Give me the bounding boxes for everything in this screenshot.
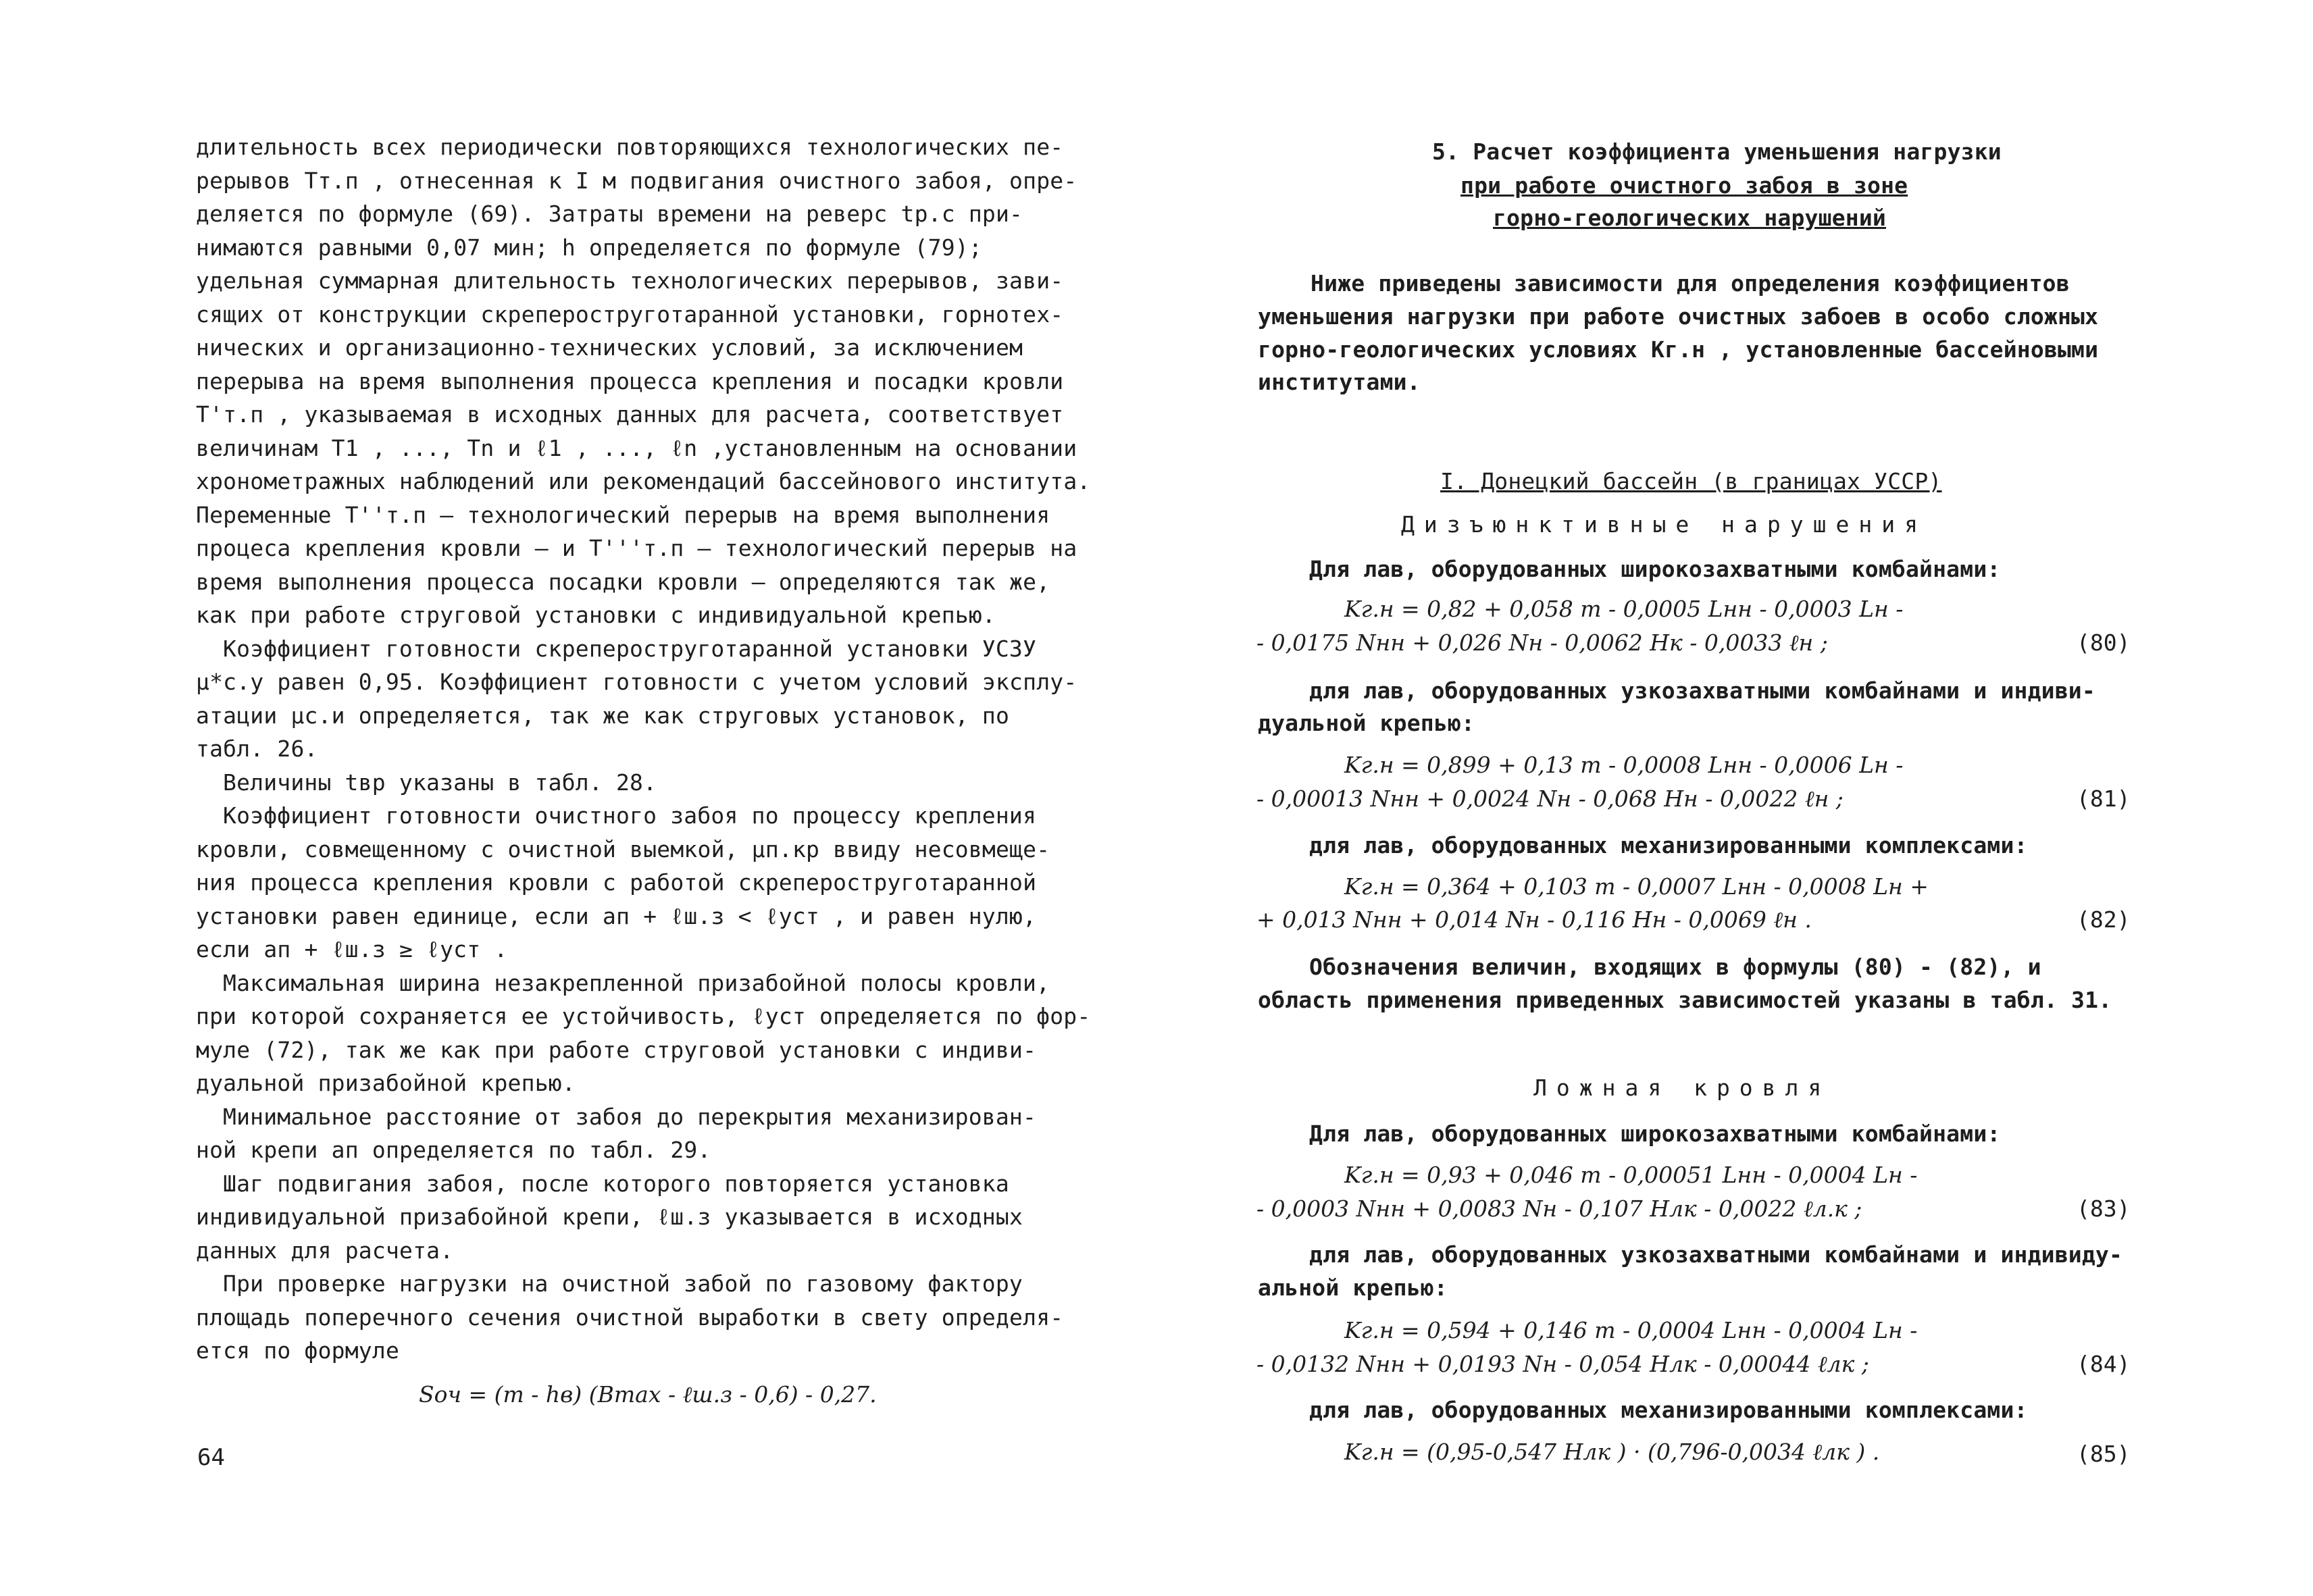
body-text-line: хронометражных наблюдений или рекомендаций бассейнового института. <box>196 468 1091 494</box>
left-page <box>0 0 1156 1596</box>
case-text: дуальной крепью: <box>1258 710 1475 736</box>
body-text-line: рерывов Tт.п , отнесенная к I м подвигания очистного забоя, опре- <box>196 168 1077 194</box>
body-text-line: данных для расчета. <box>196 1237 454 1264</box>
body-text-line: Шаг подвигания забоя, после которого повторяется установка <box>223 1170 1009 1197</box>
case-text: альной крепью: <box>1258 1275 1448 1301</box>
body-text-line: перерыва на время выполнения процесса крепления и посадки кровли <box>196 368 1064 394</box>
section-title: 5. Расчет коэффициента уменьшения нагрузки <box>1432 138 2002 165</box>
body-text-line: как при работе струговой установки с индивидуальной крепью. <box>196 602 996 628</box>
body-text-line: табл. 26. <box>196 736 318 762</box>
body-text-line: время выполнения процесса посадки кровли – определяются так же, <box>196 569 1050 595</box>
body-text-line: сящих от конструкции скрепероструготаранной установки, горнотех- <box>196 301 1064 328</box>
intro-line: Ниже приведены зависимости для определения коэффициентов <box>1311 270 2070 297</box>
body-text-line: величинам T1 , ..., Tn и ℓ1 , ..., ℓn ,установленным на основании <box>196 435 1077 461</box>
formula-81-line2: - 0,00013 Nнн + 0,0024 Nн - 0,068 Hн - 0,0022 ℓн ; <box>1256 786 1844 812</box>
page-number: 64 <box>197 1444 225 1471</box>
body-text-line: процеса крепления кровли – и T'''т.п – технологический перерыв на <box>196 535 1077 561</box>
body-text-line: ной крепи aп определяется по табл. 29. <box>196 1137 711 1163</box>
case-text: для лав, оборудованных узкозахватными комбайнами и индивиду- <box>1309 1241 2123 1268</box>
body-text-line: муле (72), так же как при работе струговой установки с индиви- <box>196 1037 1037 1063</box>
section-title-line3: горно-геологических нарушений <box>1493 205 1886 231</box>
equation-number: (85) <box>2077 1441 2131 1467</box>
body-text-line: Величины tвр указаны в табл. 28. <box>223 769 657 796</box>
subheading-disjunctive: Дизъюнктивные нарушения <box>1401 511 1927 538</box>
intro-line: институтами. <box>1258 369 1421 395</box>
body-text-line: Переменные T''т.п – технологический перерыв на время выполнения <box>196 502 1050 528</box>
body-text-line: кровли, совмещенному с очистной выемкой, μп.кр ввиду несовмеще- <box>196 836 1050 863</box>
intro-line: горно-геологических условиях Kг.н , установленные бассейновыми <box>1258 336 2099 363</box>
body-text-line: ется по формуле <box>196 1337 400 1364</box>
body-text-line: установки равен единице, если aп + ℓш.з < ℓуст , и равен нулю, <box>196 903 1037 929</box>
body-text-line: удельная суммарная длительность технологических перерывов, зави- <box>196 267 1064 294</box>
intro-line: уменьшения нагрузки при работе очистных забоев в особо сложных <box>1258 303 2099 330</box>
body-text-line: ния процесса крепления кровли с работой скрепероструготаранной <box>196 869 1037 896</box>
body-text-line: длительность всех периодически повторяющихся технологических пе- <box>196 134 1064 160</box>
formula-84-line2: - 0,0132 Nнн + 0,0193 Nн - 0,054 Hлк - 0,00044 ℓлк ; <box>1256 1351 1869 1377</box>
case-text: для лав, оборудованных механизированными комплексами: <box>1309 1397 2028 1423</box>
formula-80-line2: - 0,0175 Nнн + 0,026 Nн - 0,0062 Hк - 0,0033 ℓн ; <box>1256 629 1828 656</box>
body-text-line: деляется по формуле (69). Затраты времени на реверс tр.с при- <box>196 201 1023 227</box>
body-text-line: При проверке нагрузки на очистной забой по газовому фактору <box>223 1270 1023 1297</box>
subheading-false-roof: Ложная кровля <box>1533 1075 1831 1101</box>
formula-82-line2: + 0,013 Nнн + 0,014 Nн - 0,116 Hн - 0,0069 ℓн . <box>1256 906 1812 933</box>
body-text-line: Максимальная ширина незакрепленной призабойной полосы кровли, <box>223 970 1050 996</box>
formula-84-line1: Kг.н = 0,594 + 0,146 m - 0,0004 Lнн - 0,0004 Lн - <box>1344 1317 1918 1343</box>
formula-83-line1: Kг.н = 0,93 + 0,046 m - 0,00051 Lнн - 0,0004 Lн - <box>1344 1162 1918 1188</box>
basin-heading: I. Донецкий бассейн (в границах УССР) <box>1440 468 1942 494</box>
body-text-line: Коэффициент готовности очистного забоя по процессу крепления <box>223 802 1037 829</box>
cross-section-formula: Sоч = (m - hв) (Bmax - ℓш.з - 0,6) - 0,27. <box>419 1381 877 1408</box>
body-text-line: μ*с.у равен 0,95. Коэффициент готовности с учетом условий эксплу- <box>196 669 1077 695</box>
body-text-line: нимаются равными 0,07 мин; h определяется по формуле (79); <box>196 234 982 261</box>
equation-number: (80) <box>2077 629 2131 656</box>
body-text-line: Минимальное расстояние от забоя до перекрытия механизирован- <box>223 1104 1037 1130</box>
body-text-line: дуальной призабойной крепью. <box>196 1070 576 1096</box>
note-text: область применения приведенных зависимостей указаны в табл. 31. <box>1258 987 2112 1013</box>
case-text: Для лав, оборудованных широкозахватными комбайнами: <box>1309 1121 2001 1147</box>
right-page <box>1156 0 2313 1596</box>
equation-number: (84) <box>2077 1351 2131 1377</box>
formula-82-line1: Kг.н = 0,364 + 0,103 m - 0,0007 Lнн - 0,0008 Lн + <box>1344 873 1929 900</box>
body-text-line: атации μс.и определяется, так же как струговых установок, по <box>196 702 1010 729</box>
section-title-line2: при работе очистного забоя в зоне <box>1460 172 1908 199</box>
body-text-line: индивидуальной призабойной крепи, ℓш.з указывается в исходных <box>196 1204 1023 1230</box>
formula-85: Kг.н = (0,95-0,547 Hлк ) · (0,796-0,0034 ℓлк ) . <box>1344 1439 1880 1465</box>
formula-81-line1: Kг.н = 0,899 + 0,13 m - 0,0008 Lнн - 0,0006 Lн - <box>1344 752 1904 778</box>
case-text: для лав, оборудованных механизированными комплексами: <box>1309 832 2028 858</box>
equation-number: (83) <box>2077 1195 2131 1222</box>
note-text: Обозначения величин, входящих в формулы (80) - (82), и <box>1309 954 2041 980</box>
formula-83-line2: - 0,0003 Nнн + 0,0083 Nн - 0,107 Hлк - 0,0022 ℓл.к ; <box>1256 1195 1862 1222</box>
case-text: Для лав, оборудованных широкозахватными комбайнами: <box>1309 556 2001 582</box>
equation-number: (81) <box>2077 786 2131 812</box>
formula-80-line1: Kг.н = 0,82 + 0,058 m - 0,0005 Lнн - 0,0003 Lн - <box>1344 596 1904 622</box>
body-text-line: при которой сохраняется ее устойчивость, ℓуст определяется по фор- <box>196 1003 1091 1029</box>
body-text-line: нических и организационно-технических условий, за исключением <box>196 334 1023 361</box>
body-text-line: Коэффициент готовности скрепероструготаранной установки УСЗУ <box>223 636 1037 662</box>
body-text-line: если aп + ℓш.з ≥ ℓуст . <box>196 936 508 962</box>
body-text-line: площадь поперечного сечения очистной выработки в свету определя- <box>196 1304 1064 1331</box>
case-text: для лав, оборудованных узкозахватными комбайнами и индиви- <box>1309 677 2095 704</box>
equation-number: (82) <box>2077 906 2131 933</box>
body-text-line: T'т.п , указываемая в исходных данных для расчета, соответствует <box>196 401 1064 428</box>
